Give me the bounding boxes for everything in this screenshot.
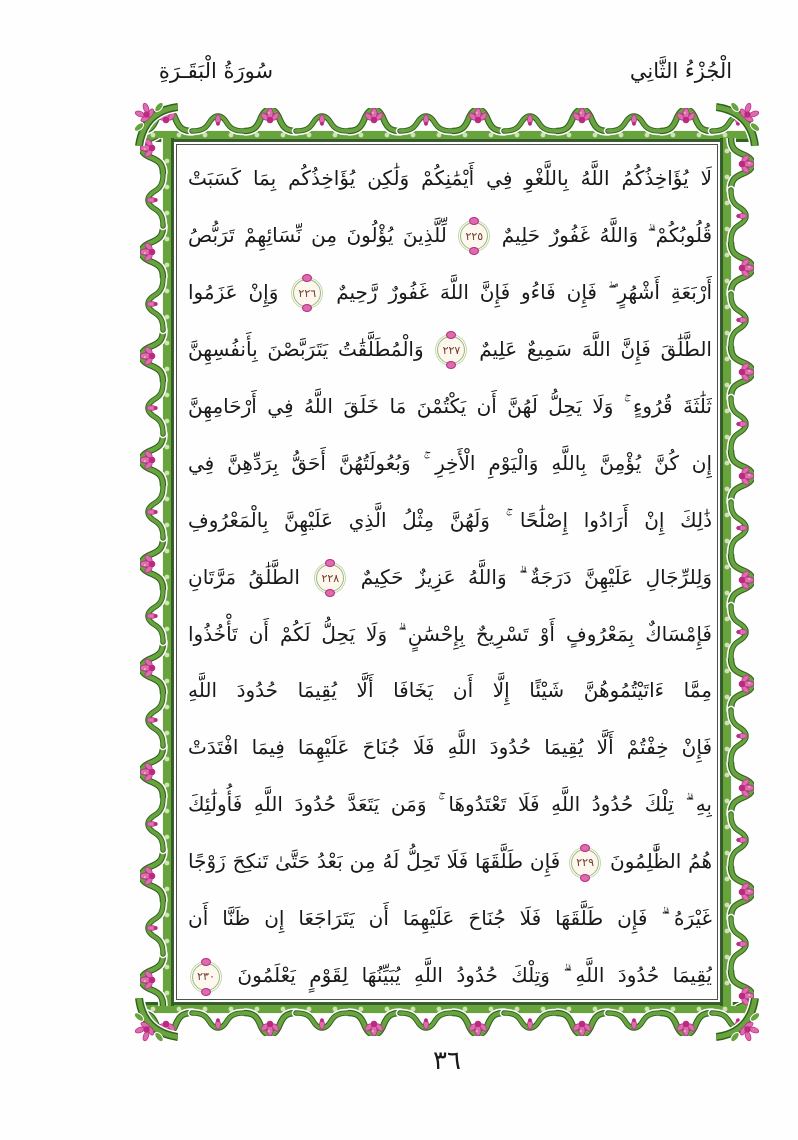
ayah-text: لِّلَّذِينَ يُؤْلُونَ مِن نِّسَائِهِمْ تَرَبُّصُ (188, 222, 447, 247)
verse-number: ٢٢٨ (321, 571, 340, 585)
ayah-text: هُمُ الظَّٰلِمُونَ (610, 849, 712, 874)
corner-flower-ornament-top-left (132, 100, 178, 146)
quran-line (188, 606, 712, 663)
quran-line (188, 549, 712, 606)
quran-line (188, 662, 712, 719)
verse-number-medallion (571, 849, 599, 877)
ayah-text: يُقِيمَا حُدُودَ اللَّهِ ۗ وَتِلْكَ حُدُودُ اللَّهِ يُبَيِّنُهَا لِقَوْمٍ يَعْلَمُونَ (237, 963, 712, 988)
verse-number-medallion (437, 336, 465, 364)
ornamental-border-left (140, 138, 174, 1006)
ayah-text: مِمَّا ءَاتَيْتُمُوهُنَّ شَيْئًا إِلَّا أَن يَخَافَا أَلَّا يُقِيمَا حُدُودَ اللَّهِ (188, 678, 712, 703)
verse-number-medallion (192, 963, 220, 991)
ayah-text: ثَلَٰثَةَ قُرُوءٍ ۚ وَلَا يَحِلُّ لَهُنَّ أَن يَكْتُمْنَ مَا خَلَقَ اللَّهُ فِي أَرْحَامِهِنَّ (188, 393, 712, 418)
surah-title: سُورَةُ الْبَقَـرَةِ (158, 59, 274, 83)
quran-line (188, 776, 712, 833)
quran-line (188, 378, 712, 435)
ayah-text: وَلِلرِّجَالِ عَلَيْهِنَّ دَرَجَةٌ ۗ وَاللَّهُ عَزِيزٌ حَكِيمٌ (360, 564, 712, 589)
ayah-text: فَإِنْ خِفْتُمْ أَلَّا يُقِيمَا حُدُودَ اللَّهِ فَلَا جُنَاحَ عَلَيْهِمَا فِيمَا افْتَدَتْ (188, 735, 712, 760)
quran-line (188, 264, 712, 321)
verse-number: ٢٢٩ (576, 856, 594, 870)
verse-number: ٢٢٧ (442, 343, 461, 357)
quran-line (188, 719, 712, 776)
quran-line (188, 321, 712, 378)
quran-line (188, 150, 712, 207)
ayah-text: غَيْرَهُ ۗ فَإِن طَلَّقَهَا فَلَا جُنَاحَ عَلَيْهِمَا أَن يَتَرَاجَعَا إِن ظَنَّا أَن (188, 906, 712, 931)
ayah-text: فَإِمْسَاكٌ بِمَعْرُوفٍ أَوْ تَسْرِيحٌ بِإِحْسَٰنٍ ۗ وَلَا يَحِلُّ لَكُمْ أَن تَأْخُذُوا (188, 621, 712, 646)
corner-flower-ornament-top-right (716, 100, 762, 146)
ayah-text: بِهِ ۗ تِلْكَ حُدُودُ اللَّهِ فَلَا تَعْتَدُوهَا ۚ وَمَن يَتَعَدَّ حُدُودَ اللَّهِ فَأُولَٰئِكَ (188, 792, 712, 817)
page-number: ٣٦ (433, 1046, 461, 1076)
quran-line (188, 207, 712, 264)
corner-flower-ornament-bottom-right (716, 998, 762, 1044)
quran-line (188, 890, 712, 947)
ayah-text: إِن كُنَّ يُؤْمِنَّ بِاللَّهِ وَالْيَوْمِ الْأَخِرِ ۚ وَبُعُولَتُهُنَّ أَحَقُّ بِرَدِّهِنَّ فِي (188, 450, 712, 475)
verse-number: ٢٢٦ (298, 286, 317, 300)
verse-number-medallion (316, 564, 344, 592)
ayah-text: لَا يُؤَاخِذُكُمُ اللَّهُ بِاللَّغْوِ فِي أَيْمَٰنِكُمْ وَلَٰكِن يُؤَاخِذُكُم بِمَا كَسَبَتْ (188, 166, 712, 190)
ayah-text: قُلُوبُكُمْ ۗ وَاللَّهُ غَفُورٌ حَلِيمٌ (501, 222, 712, 247)
verse-number: ٢٢٥ (465, 229, 484, 243)
quran-line (188, 492, 712, 549)
ayah-text: أَرْبَعَةِ أَشْهُرٍ ۖ فَإِن فَاءُو فَإِنَّ اللَّهَ غَفُورٌ رَّحِيمٌ (336, 279, 712, 304)
ayah-text: وَالْمُطَلَّقَٰتُ يَتَرَبَّصْنَ بِأَنفُسِهِنَّ (188, 336, 424, 361)
quran-line (188, 435, 712, 492)
verse-number-medallion (460, 222, 488, 250)
ayah-text: الطَّلَٰقُ مَرَّتَانِ (188, 564, 300, 589)
quran-line (188, 947, 712, 1004)
ayah-text: فَإِن طَلَّقَهَا فَلَا تَحِلُّ لَهُ مِن بَعْدُ حَتَّىٰ تَنكِحَ زَوْجًا (188, 849, 561, 874)
quran-text-block (188, 150, 712, 1004)
ornamental-border-top (140, 108, 754, 142)
corner-flower-ornament-bottom-left (132, 998, 178, 1044)
ornamental-border-bottom (140, 1002, 754, 1036)
ayah-text: ذَٰلِكَ إِنْ أَرَادُوا إِصْلَٰحًا ۚ وَلَهُنَّ مِثْلُ الَّذِي عَلَيْهِنَّ بِالْمَعْرُوفِ (188, 507, 712, 532)
ayah-text: الطَّلَٰقَ فَإِنَّ اللَّهَ سَمِيعٌ عَلِيمٌ (479, 336, 712, 361)
verse-number-medallion (293, 279, 321, 307)
verse-number: ٢٣٠ (197, 970, 215, 984)
ornamental-border-right (720, 138, 754, 1006)
quran-line (188, 833, 712, 890)
ayah-text: وَإِنْ عَزَمُوا (188, 279, 279, 304)
juz-title: الْجُزْءُ الثَّانِي (629, 59, 733, 83)
